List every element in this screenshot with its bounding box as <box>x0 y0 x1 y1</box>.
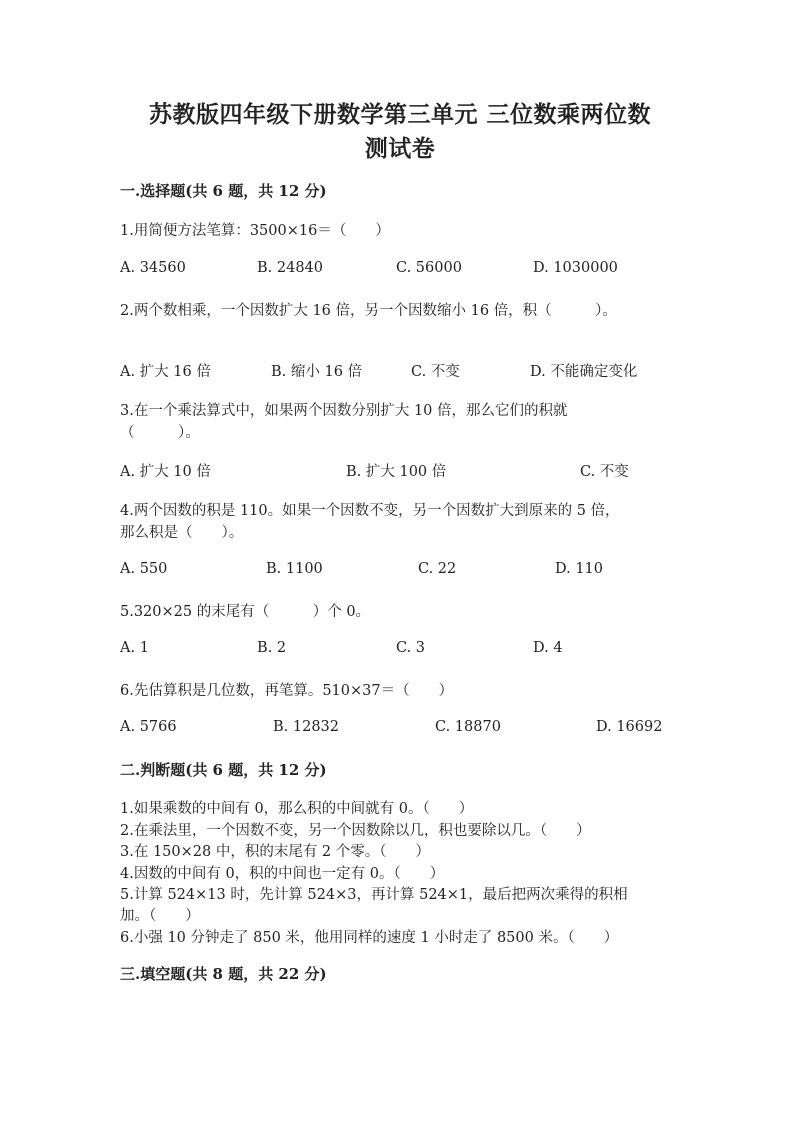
question-text: 2.两个数相乘，一个因数扩大 16 倍，另一个因数缩小 16 倍，积（ ）。 <box>120 303 617 319</box>
page-title: 苏教版四年级下册数学第三单元 三位数乘两位数 <box>148 101 651 128</box>
question-text: 1.用简便方法笔算：3500×16＝（ ） <box>120 223 390 239</box>
option-a: A. 扩大 10 倍 <box>120 464 211 480</box>
option-b: B. 2 <box>257 640 287 656</box>
option-a: A. 550 <box>120 561 168 577</box>
option-c: C. 22 <box>418 561 457 577</box>
option-d: D. 不能确定变化 <box>530 364 638 380</box>
judgment-item-cont: 加。（ ） <box>120 908 200 924</box>
option-d: D. 110 <box>555 561 604 577</box>
judgment-item: 1.如果乘数的中间有 0，那么积的中间就有 0。（ ） <box>120 801 474 817</box>
option-c: C. 不变 <box>580 464 629 480</box>
question-text-cont: 那么积是（ ）。 <box>120 525 244 541</box>
option-d: D. 1030000 <box>533 260 618 276</box>
option-d: D. 4 <box>533 640 563 656</box>
option-b: B. 缩小 16 倍 <box>271 364 363 380</box>
judgment-item: 5.计算 524×13 时，先计算 524×3，再计算 524×1，最后把两次乘得的积相 <box>120 887 628 903</box>
page-title-line2: 测试卷 <box>364 135 436 162</box>
judgment-item: 2.在乘法里，一个因数不变，另一个因数除以几，积也要除以几。（ ） <box>120 823 591 839</box>
option-a: A. 1 <box>120 640 149 656</box>
question-text: 3.在一个乘法算式中，如果两个因数分别扩大 10 倍，那么它们的积就 <box>120 403 568 419</box>
question-text: 5.320×25 的末尾有（ ）个 0。 <box>120 604 371 620</box>
section-heading-fill: 三.填空题(共 8 题，共 22 分) <box>120 965 327 983</box>
option-c: C. 56000 <box>396 260 462 276</box>
option-c: C. 18870 <box>435 719 501 735</box>
question-text: 6.先估算积是几位数，再笔算。510×37＝（ ） <box>120 683 454 699</box>
section-heading-judgment: 二.判断题(共 6 题，共 12 分) <box>120 761 327 779</box>
question-text-cont: （ ）。 <box>120 425 200 441</box>
section-heading-choice: 一.选择题(共 6 题，共 12 分) <box>120 182 327 200</box>
option-c: C. 不变 <box>411 364 460 380</box>
option-b: B. 24840 <box>257 260 324 276</box>
option-b: B. 1100 <box>266 561 323 577</box>
option-a: A. 34560 <box>120 260 186 276</box>
option-a: A. 扩大 16 倍 <box>120 364 211 380</box>
judgment-item: 4.因数的中间有 0，积的中间也一定有 0。（ ） <box>120 866 445 882</box>
option-d: D. 16692 <box>596 719 663 735</box>
option-b: B. 12832 <box>273 719 340 735</box>
judgment-item: 3.在 150×28 中，积的末尾有 2 个零。（ ） <box>120 844 431 860</box>
judgment-item: 6.小强 10 分钟走了 850 米，他用同样的速度 1 小时走了 8500 米。（ ） <box>120 930 619 946</box>
option-c: C. 3 <box>396 640 426 656</box>
option-b: B. 扩大 100 倍 <box>346 464 447 480</box>
option-a: A. 5766 <box>120 719 177 735</box>
question-text: 4.两个因数的积是 110。如果一个因数不变，另一个因数扩大到原来的 5 倍， <box>120 503 620 519</box>
